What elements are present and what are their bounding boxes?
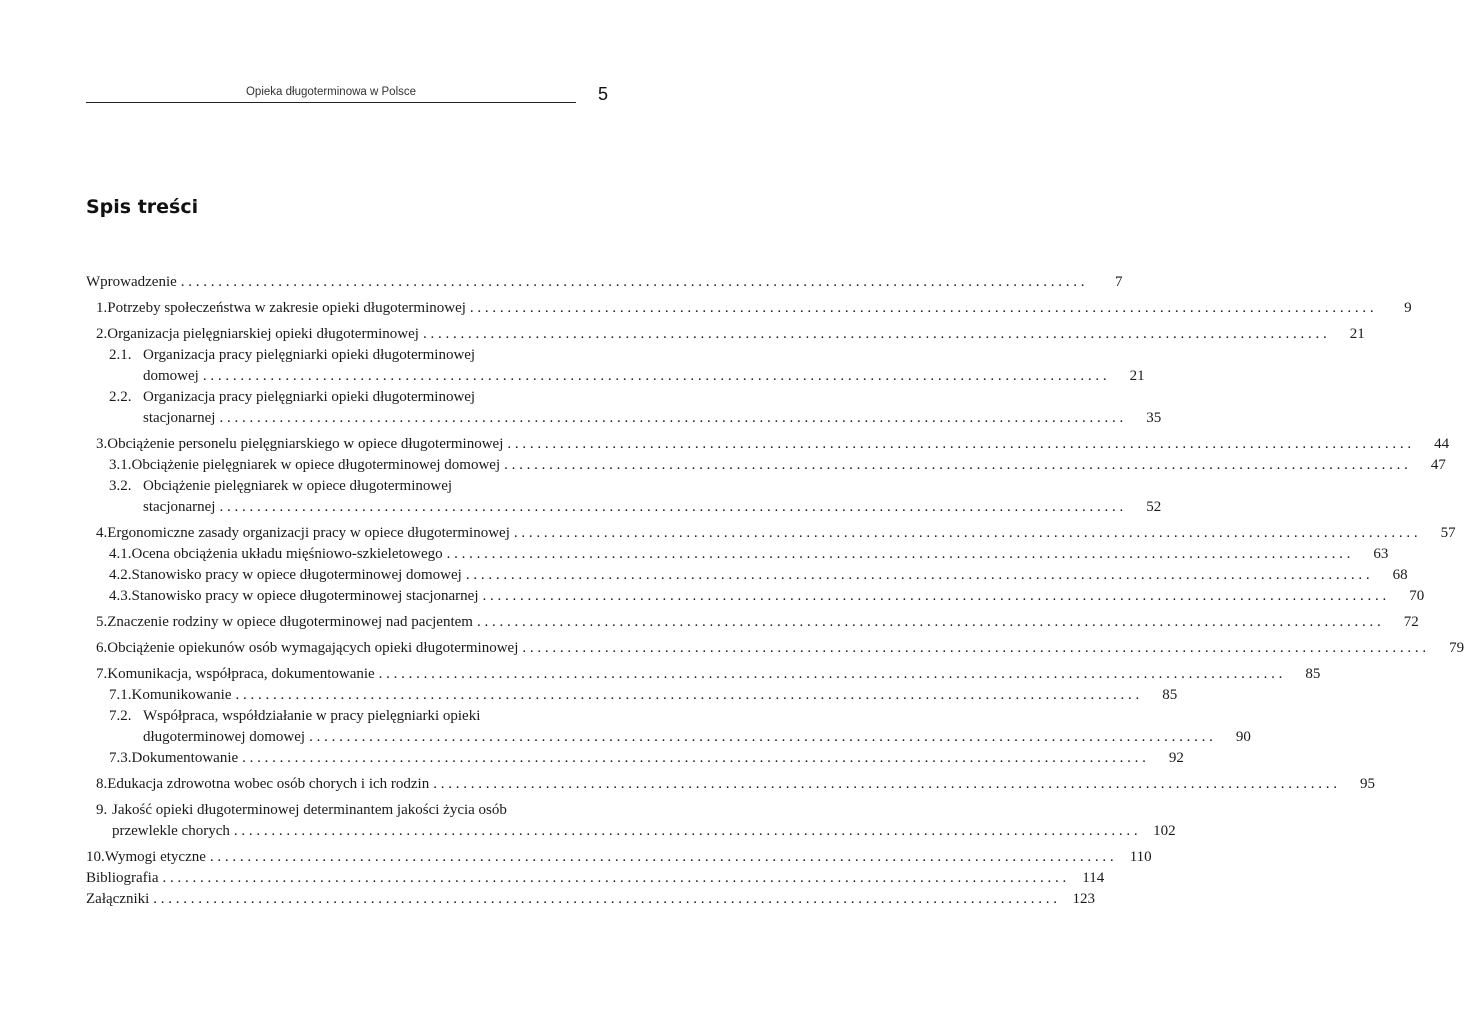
toc-entry-continuation (86, 366, 1145, 387)
toc-entry-title: Organizacja pracy pielęgniarki opieki długoterminowej (143, 347, 476, 363)
dot-leader (203, 366, 1107, 387)
toc-entry-page: 44 (1434, 436, 1450, 452)
toc-entry-number: 7.1. (109, 687, 132, 703)
toc-entry-title-cont: domowej (143, 368, 199, 384)
dot-leader (483, 586, 1387, 607)
toc-entry-continuation (86, 497, 1162, 518)
toc-entry (86, 706, 610, 727)
toc-entry (86, 272, 1123, 293)
toc-entry-title: Znaczenie rodziny w opiece długoterminowej nad pacjentem (107, 614, 473, 630)
dot-leader (423, 324, 1327, 345)
toc-entry-page: 85 (1162, 687, 1178, 703)
toc-entry (86, 847, 1152, 868)
toc-entry-page: 35 (1146, 410, 1162, 426)
toc-entry-title: Załączniki (86, 891, 150, 907)
toc-entry (86, 298, 1412, 319)
toc-entry (86, 889, 1096, 910)
toc-entry (86, 868, 1105, 889)
toc-entry (86, 586, 1425, 607)
toc-entry-page: 114 (1082, 870, 1105, 886)
dot-leader (162, 868, 1066, 889)
dot-leader (470, 298, 1374, 319)
toc-entry (86, 324, 1365, 345)
toc-entry-title: Organizacja pielęgniarskiej opieki długoterminowej (107, 326, 419, 342)
toc-entry-continuation (86, 727, 1251, 748)
toc-entry (86, 612, 1419, 633)
dot-leader (477, 612, 1381, 633)
toc-entry-page: 21 (1129, 368, 1145, 384)
toc-entry-number: 7. (96, 666, 108, 682)
toc-entry (86, 800, 610, 821)
toc-entry-number: 4.3. (109, 588, 132, 604)
toc-heading: Spis treści (86, 196, 199, 218)
toc-entry-title: Bibliografia (86, 870, 159, 886)
page-number: 5 (598, 84, 609, 104)
dot-leader (504, 455, 1408, 476)
toc-entry-page: 57 (1440, 525, 1456, 541)
dot-leader (466, 565, 1370, 586)
dot-leader (234, 821, 1138, 842)
toc-entry-page: 90 (1235, 729, 1251, 745)
toc-entry-title: Obciążenie opiekunów osób wymagających opieki długoterminowej (107, 640, 519, 656)
toc-entry-number: 3.1. (109, 457, 132, 473)
toc-entry-title: Komunikacja, współpraca, dokumentowanie (107, 666, 375, 682)
table-of-contents (86, 272, 1464, 910)
toc-entry-page: 70 (1409, 588, 1425, 604)
toc-entry-title-cont: stacjonarnej (143, 499, 216, 515)
toc-entry (86, 476, 610, 497)
dot-leader (153, 889, 1057, 910)
toc-entry (86, 523, 1456, 544)
dot-leader (219, 408, 1123, 429)
toc-entry-page: 72 (1403, 614, 1419, 630)
toc-entry-title: Dokumentowanie (131, 750, 239, 766)
toc-entry-page: 47 (1430, 457, 1446, 473)
toc-entry-number: 4.2. (109, 567, 132, 583)
dot-leader (522, 638, 1426, 659)
toc-entry (86, 774, 1375, 795)
dot-leader (181, 272, 1085, 293)
toc-entry-page: 123 (1072, 891, 1096, 907)
toc-entry-number: 7.2. (109, 708, 132, 724)
toc-entry-page: 110 (1129, 849, 1152, 865)
toc-entry-page: 68 (1392, 567, 1408, 583)
toc-entry-page: 7 (1115, 274, 1123, 290)
toc-entry-title: Komunikowanie (131, 687, 232, 703)
dot-leader (242, 748, 1146, 769)
dot-leader (379, 664, 1283, 685)
toc-entry-number: 7.3. (109, 750, 132, 766)
toc-entry-title: Obciążenie pielęgniarek w opiece długoterminowej (143, 478, 453, 494)
toc-entry-page: 63 (1373, 546, 1389, 562)
toc-entry (86, 387, 610, 408)
toc-entry-title-cont: stacjonarnej (143, 410, 216, 426)
toc-entry (86, 455, 1446, 476)
toc-entry-title: Organizacja pracy pielęgniarki opieki długoterminowej (143, 389, 476, 405)
toc-entry-page: 52 (1146, 499, 1162, 515)
toc-entry (86, 345, 610, 366)
toc-entry (86, 664, 1321, 685)
dot-leader (507, 434, 1411, 455)
toc-entry-continuation (86, 821, 1176, 842)
toc-entry-page: 79 (1449, 640, 1464, 656)
toc-entry-page: 95 (1359, 776, 1375, 792)
toc-entry-number: 8. (96, 776, 108, 792)
toc-entry-title: Obciążenie personelu pielęgniarskiego w opiece długoterminowej (107, 436, 504, 452)
toc-entry-title-cont: przewlekle chorych (112, 823, 230, 839)
toc-entry-title: Ocena obciążenia układu mięśniowo-szkieletowego (131, 546, 443, 562)
dot-leader (433, 774, 1337, 795)
toc-entry-number: 10. (86, 849, 105, 865)
toc-entry-number: 5. (96, 614, 108, 630)
toc-entry-number: 2. (96, 326, 108, 342)
toc-entry-number: 4. (96, 525, 108, 541)
toc-entry-title: Ergonomiczne zasady organizacji pracy w opiece długoterminowej (107, 525, 510, 541)
toc-entry-title: Obciążenie pielęgniarek w opiece długoterminowej domowej (131, 457, 501, 473)
dot-leader (210, 847, 1114, 868)
toc-entry-number: 6. (96, 640, 108, 656)
toc-entry-title: Wymogi etyczne (104, 849, 206, 865)
toc-entry-number: 2.2. (109, 389, 132, 405)
toc-entry-page: 85 (1305, 666, 1321, 682)
toc-entry-number: 4.1. (109, 546, 132, 562)
toc-entry-title: Stanowisko pracy w opiece długoterminowej domowej (131, 567, 462, 583)
toc-entry-title: Stanowisko pracy w opiece długoterminowej stacjonarnej (131, 588, 479, 604)
toc-entry-page: 92 (1168, 750, 1184, 766)
toc-entry-title: Potrzeby społeczeństwa w zakresie opieki długoterminowej (107, 300, 466, 316)
toc-entry-page: 9 (1404, 300, 1412, 316)
toc-entry-title: Współpraca, współdziałanie w pracy pielęgniarki opieki (143, 708, 481, 724)
toc-entry-number: 3. (96, 436, 108, 452)
dot-leader (235, 685, 1139, 706)
toc-entry (86, 544, 1389, 565)
toc-entry-number: 3.2. (109, 478, 132, 494)
toc-entry-page: 21 (1349, 326, 1365, 342)
toc-entry-title: Jakość opieki długoterminowej determinantem jakości życia osób (112, 802, 507, 818)
dot-leader (309, 727, 1213, 748)
dot-leader (219, 497, 1123, 518)
toc-entry-title: Wprowadzenie (86, 274, 177, 290)
toc-entry-number: 2.1. (109, 347, 132, 363)
toc-entry (86, 565, 1408, 586)
toc-entry-title-cont: długoterminowej domowej (143, 729, 306, 745)
dot-leader (514, 523, 1418, 544)
toc-entry-title: Edukacja zdrowotna wobec osób chorych i ich rodzin (107, 776, 430, 792)
toc-entry-number: 1. (96, 300, 108, 316)
toc-entry-continuation (86, 408, 1162, 429)
toc-entry (86, 434, 1450, 455)
toc-entry (86, 638, 1464, 659)
toc-entry (86, 685, 1178, 706)
toc-entry-page: 102 (1153, 823, 1176, 839)
dot-leader (447, 544, 1351, 565)
running-title: Opieka długoterminowa w Polsce (86, 84, 576, 103)
toc-entry (86, 748, 1184, 769)
toc-entry-number: 9. (96, 802, 108, 818)
